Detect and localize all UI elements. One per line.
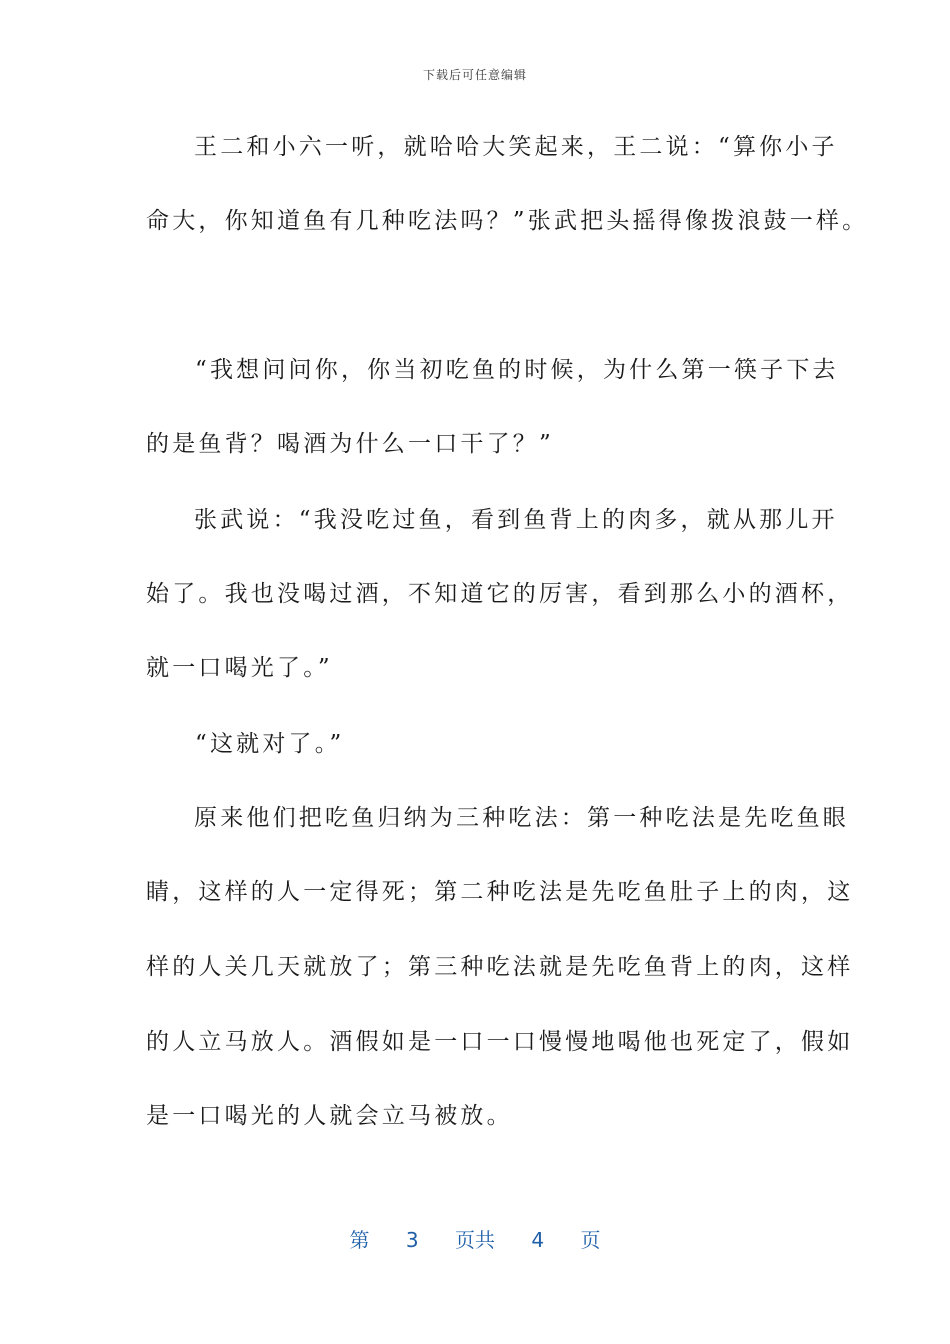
paragraph-line: 命大，你知道鱼有几种吃法吗？”张武把头摇得像拨浪鼓一样。 [146,208,869,234]
page-number-footer [0,1224,950,1253]
paragraph-line: 睛，这样的人一定得死；第二种吃法是先吃鱼肚子上的肉，这 [146,879,854,905]
footer-prefix: 第 [349,1228,370,1252]
paragraph-line: 王二和小六一听，就哈哈大笑起来，王二说：“算你小子 [194,134,838,160]
paragraph-line: 张武说：“我没吃过鱼，看到鱼背上的肉多，就从那儿开 [194,507,838,533]
paragraph-line: 样的人关几天就放了；第三种吃法就是先吃鱼背上的肉，这样 [146,954,854,980]
paragraph-line: “这就对了。” [195,731,345,757]
header-note: 下载后可任意编辑 [422,68,527,82]
paragraph-line: 始了。我也没喝过酒，不知道它的厉害，看到那么小的酒杯， [146,581,854,607]
current-page-number: 3 [405,1228,419,1252]
paragraph-line: 是一口喝光的人就会立马被放。 [146,1103,513,1129]
paragraph-line: 的人立马放人。酒假如是一口一口慢慢地喝他也死定了，假如 [146,1029,854,1055]
footer-suffix: 页 [580,1228,601,1252]
paragraph-line: 就一口喝光了。” [146,655,333,681]
footer-middle: 页共 [455,1228,495,1252]
paragraph-line: 原来他们把吃鱼归纳为三种吃法：第一种吃法是先吃鱼眼 [194,805,849,831]
total-pages-number: 4 [531,1228,545,1252]
paragraph-line: “我想问问你，你当初吃鱼的时候，为什么第一筷子下去 [195,357,839,383]
paragraph-line: 的是鱼背？喝酒为什么一口干了？” [146,431,554,457]
